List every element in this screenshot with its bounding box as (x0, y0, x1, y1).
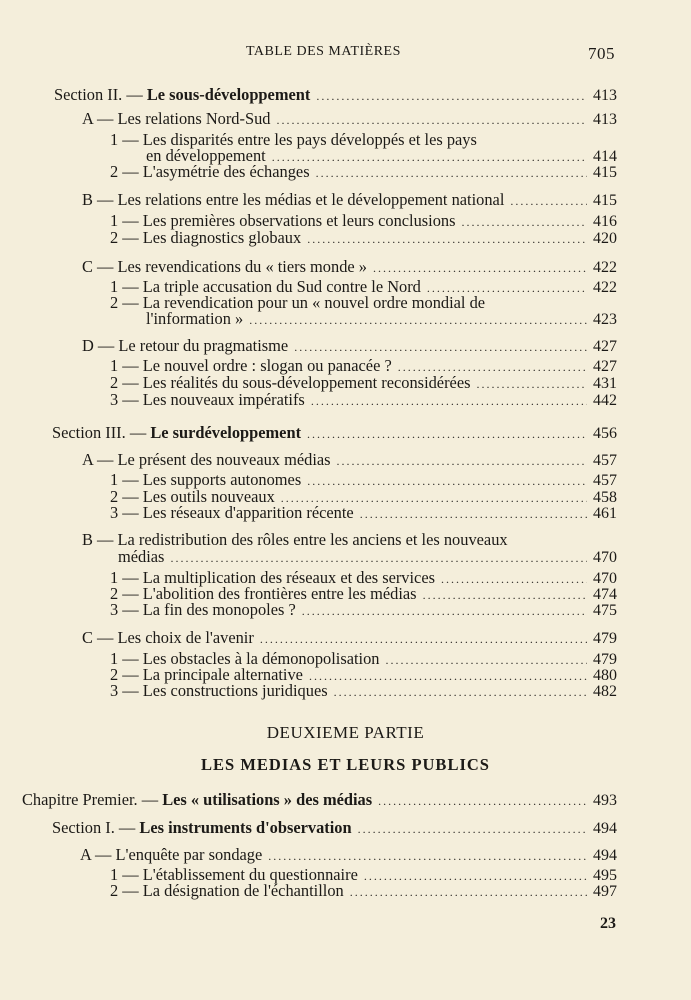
toc-entry-label: 1 — Les supports autonomes (110, 470, 302, 489)
toc-entry (110, 504, 617, 523)
running-title: TABLE DES MATIÈRES (246, 44, 401, 59)
toc-entry-page: 482 (593, 683, 617, 700)
toc-entry-label (54, 86, 310, 104)
toc-entry-page: 456 (593, 425, 617, 442)
toc-entry-page: 414 (593, 148, 617, 165)
toc-entry-label: 2 — L'abolition des frontières entre les médias (110, 584, 417, 603)
toc-entry (82, 191, 617, 210)
toc-entry-label: l'information » (146, 309, 244, 328)
toc-entry-label: C — Les choix de l'avenir (82, 628, 254, 647)
toc-entry (22, 791, 617, 810)
toc-entry (82, 258, 617, 277)
toc-entry-label: 1 — Le nouvel ordre : slogan ou panacée ? (110, 356, 392, 375)
toc-entry-page: 474 (593, 586, 617, 603)
toc-entry-label: 2 — La désignation de l'échantillon (110, 881, 344, 900)
toc-entry-heading: Les instruments d'observation (139, 818, 352, 837)
toc-entry-page: 431 (593, 375, 617, 392)
toc-entry-page: 479 (593, 630, 617, 647)
toc-entry-label: 2 — L'asymétrie des échanges (110, 162, 310, 181)
toc-entry-prefix: Section III. — (52, 423, 151, 442)
toc-entry-first-line: 1 — Les disparités entre les pays développés et les pays (110, 130, 477, 149)
toc-entry-label: 2 — Les réalités du sous-développement reconsidérées (110, 373, 471, 392)
toc-entry-label: en développement (146, 146, 266, 165)
toc-entry (82, 451, 617, 470)
toc-entry-prefix: Chapitre Premier. — (22, 790, 163, 809)
toc-entry (110, 682, 617, 701)
toc-entry-heading: Les « utilisations » des médias (162, 790, 373, 809)
dot-leader (170, 549, 587, 567)
toc-entry-page: 442 (593, 392, 617, 409)
dot-leader (334, 683, 587, 701)
dot-leader (268, 847, 587, 865)
toc-entry-label: A — Le présent des nouveaux médias (82, 450, 331, 469)
toc-entry (82, 629, 617, 648)
part-label: DEUXIEME PARTIE (266, 723, 425, 742)
toc-entry-label (22, 791, 372, 809)
toc-entry-prefix: Section II. — (54, 85, 147, 104)
dot-leader (337, 452, 587, 470)
part-title: LES MEDIAS ET LEURS PUBLICS (201, 755, 490, 774)
dot-leader (316, 87, 587, 105)
toc-entry-page: 415 (593, 164, 617, 181)
toc-entry-label (52, 424, 301, 442)
dot-leader (360, 505, 587, 523)
toc-entry-label: C — Les revendications du « tiers monde » (82, 257, 367, 276)
toc-entry-label: A — L'enquête par sondage (80, 845, 263, 864)
dot-leader (358, 820, 587, 838)
toc-entry-page: 457 (593, 472, 617, 489)
dot-leader (276, 111, 587, 129)
toc-entry-page: 461 (593, 505, 617, 522)
dot-leader (294, 338, 587, 356)
toc-entry-label: 1 — La multiplication des réseaux et des services (110, 568, 435, 587)
toc-entry-page: 470 (593, 549, 617, 566)
toc-entry (82, 337, 617, 356)
toc-entry-label: 1 — Les obstacles à la démonopolisation (110, 649, 380, 668)
toc-entry (110, 163, 617, 182)
toc-entry-label: B — Les relations entre les médias et le développement national (82, 190, 505, 209)
toc-entry-page: 427 (593, 338, 617, 355)
toc-entry-label (52, 819, 352, 837)
toc-entry-page: 413 (593, 111, 617, 128)
dot-leader (373, 259, 587, 277)
toc-entry-page: 420 (593, 230, 617, 247)
toc-entry-page: 475 (593, 602, 617, 619)
toc-entry-page: 413 (593, 87, 617, 104)
dot-leader (302, 602, 587, 620)
toc-entry-prefix: Section I. — (52, 818, 140, 837)
page-number: 705 (588, 44, 615, 63)
toc-entry-label: 1 — La triple accusation du Sud contre le Nord (110, 277, 421, 296)
toc-entry-label: A — Les relations Nord-Sud (82, 109, 271, 128)
toc-entry-page: 470 (593, 570, 617, 587)
toc-entry (110, 601, 617, 620)
toc-entry-page: 479 (593, 651, 617, 668)
dot-leader (249, 311, 587, 329)
toc-entry-page: 494 (593, 847, 617, 864)
toc-entry-label: 2 — Les outils nouveaux (110, 487, 275, 506)
dot-leader (311, 392, 587, 410)
toc-entry-page: 427 (593, 358, 617, 375)
toc-entry-page: 457 (593, 452, 617, 469)
toc-entry (146, 310, 617, 329)
toc-entry-first-line: B — La redistribution des rôles entre les anciens et les nouveaux (82, 530, 508, 549)
toc-entry-label: médias (118, 547, 165, 566)
toc-entry (110, 229, 617, 248)
dot-leader (510, 192, 587, 210)
toc-entry (110, 882, 617, 901)
dot-leader (307, 230, 587, 248)
toc-entry-page: 495 (593, 867, 617, 884)
toc-entry-page: 422 (593, 279, 617, 296)
dot-leader (260, 630, 587, 648)
toc-entry (80, 846, 617, 865)
toc-entry-heading: Le sous-développement (146, 85, 311, 104)
dot-leader (378, 792, 587, 810)
toc-entry-label: 1 — L'établissement du questionnaire (110, 865, 358, 884)
toc-entry-label: D — Le retour du pragmatisme (82, 336, 289, 355)
toc-entry-label: 3 — Les nouveaux impératifs (110, 390, 305, 409)
dot-leader (316, 164, 587, 182)
signature-mark: 23 (600, 915, 616, 932)
toc-entry-first-line: 2 — La revendication pour un « nouvel ordre mondial de (110, 293, 486, 312)
toc-entry-page: 416 (593, 213, 617, 230)
toc-entry (110, 391, 617, 410)
toc-entry-page: 423 (593, 311, 617, 328)
toc-entry-label: 3 — La fin des monopoles ? (110, 600, 296, 619)
toc-entry-page: 493 (593, 792, 617, 809)
toc-entry-label: 2 — La principale alternative (110, 665, 303, 684)
dot-leader (307, 425, 587, 443)
toc-entry-label: 1 — Les premières observations et leurs conclusions (110, 211, 456, 230)
toc-entry-page: 480 (593, 667, 617, 684)
toc-entry (54, 86, 617, 105)
toc-entry (118, 548, 617, 567)
toc-entry (82, 110, 617, 129)
toc-entry-label: 3 — Les réseaux d'apparition récente (110, 503, 354, 522)
toc-entry (52, 424, 617, 443)
toc-entry-label: 3 — Les constructions juridiques (110, 681, 328, 700)
toc-entry-page: 415 (593, 192, 617, 209)
dot-leader (350, 883, 587, 901)
toc-entry-label: 2 — Les diagnostics globaux (110, 228, 302, 247)
toc-entry (52, 819, 617, 838)
toc-entry-heading: Le surdéveloppement (150, 423, 302, 442)
toc-entry-page: 458 (593, 489, 617, 506)
toc-entry-page: 422 (593, 259, 617, 276)
toc-entry-page: 497 (593, 883, 617, 900)
toc-entry-page: 494 (593, 820, 617, 837)
